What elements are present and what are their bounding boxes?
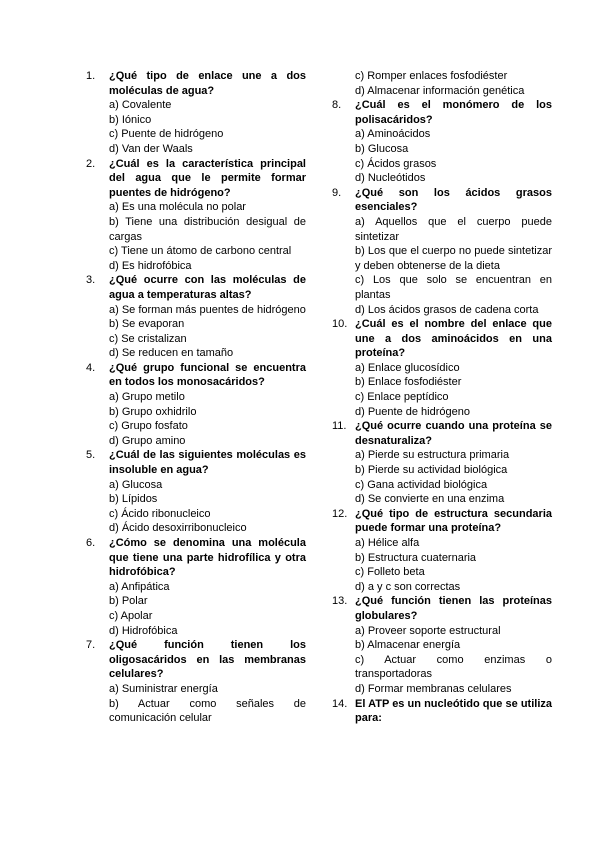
option: b) Polar xyxy=(109,595,148,608)
option: d) Hidrofóbica xyxy=(109,624,178,637)
option: a) Glucosa xyxy=(109,478,163,491)
option: b) Grupo oxhidrilo xyxy=(109,405,197,418)
option: a) Es una molécula no polar xyxy=(109,201,246,214)
option: c) Se cristalizan xyxy=(109,332,187,345)
option: c) Folleto beta xyxy=(355,566,425,579)
option: d) Nucleótidos xyxy=(355,172,426,185)
option: c) Grupo fosfato xyxy=(109,420,188,433)
continued-options xyxy=(332,69,552,98)
option: d) Se reducen en tamaño xyxy=(109,347,234,360)
right-column xyxy=(332,69,552,726)
option: c) Los que solo se encuentran en plantas xyxy=(355,274,552,301)
option: d) Ácido desoxirribonucleico xyxy=(109,522,247,535)
question-number: 1. xyxy=(86,70,96,82)
question-9 xyxy=(332,186,552,317)
option: a) Aquellos que el cuerpo puede sintetizar xyxy=(355,215,552,243)
option: b) Lípidos xyxy=(109,493,158,506)
option: a) Covalente xyxy=(109,99,172,112)
question-6 xyxy=(86,536,306,638)
question-number: 7. xyxy=(86,639,96,652)
question-text: ¿Cuál es el nombre del enlace que une a dos aminoácidos en una proteína? xyxy=(355,318,552,360)
option: b) Los que el cuerpo no puede sintetizar y deben obtenerse de la dieta xyxy=(355,245,552,272)
option: a) Grupo metilo xyxy=(109,391,185,404)
option: d) Van der Waals xyxy=(109,142,193,155)
option: d) Formar membranas celulares xyxy=(355,682,512,695)
option: a) Aminoácidos xyxy=(355,128,431,141)
question-4 xyxy=(86,361,306,449)
option: c) Apolar xyxy=(109,609,153,622)
option: a) Suministrar energía xyxy=(109,682,218,695)
question-2 xyxy=(86,157,306,274)
question-3 xyxy=(86,273,306,361)
option: a) Anfipática xyxy=(109,580,170,593)
question-number: 8. xyxy=(332,99,342,112)
left-column xyxy=(86,69,306,726)
question-text: El ATP es un nucleótido que se utiliza para: xyxy=(355,697,552,725)
option: c) Puente de hidrógeno xyxy=(109,128,224,141)
question-7 xyxy=(86,638,306,726)
option: b) Iónico xyxy=(109,113,152,126)
question-10 xyxy=(332,317,552,419)
question-5 xyxy=(86,448,306,536)
question-8 xyxy=(332,98,552,186)
question-number: 13. xyxy=(332,595,348,608)
option: c) Romper enlaces fosfodiéster xyxy=(355,70,508,82)
question-11 xyxy=(332,419,552,507)
option: c) Ácidos grasos xyxy=(355,157,437,170)
question-text: ¿Cómo se denomina una molécula que tiene una parte hidrofílica y otra hidrofóbica? xyxy=(109,537,306,579)
question-number: 2. xyxy=(86,157,96,170)
option: b) Glucosa xyxy=(355,142,409,155)
option: d) Grupo amino xyxy=(109,434,186,447)
option: d) a y c son correctas xyxy=(355,580,461,593)
question-1 xyxy=(86,69,306,157)
question-text: ¿Cuál es el monómero de los polisacáridos? xyxy=(355,99,552,126)
question-text: ¿Qué son los ácidos grasos esenciales? xyxy=(355,186,552,214)
question-number: 10. xyxy=(332,318,348,331)
question-text: ¿Cuál de las siguientes moléculas es insoluble en agua? xyxy=(109,449,306,477)
question-number: 12. xyxy=(332,507,348,520)
option: a) Se forman más puentes de hidrógeno xyxy=(109,303,306,316)
option: b) Almacenar energía xyxy=(355,639,461,652)
option: c) Tiene un átomo de carbono central xyxy=(109,245,292,258)
option: c) Gana actividad biológica xyxy=(355,478,488,491)
question-text: ¿Qué grupo funcional se encuentra en todos los monosacáridos? xyxy=(109,361,306,389)
option: a) Hélice alfa xyxy=(355,537,420,549)
question-number: 4. xyxy=(86,361,96,374)
option: c) Actuar como enzimas o transportadoras xyxy=(355,653,552,681)
question-text: ¿Qué ocurre con las moléculas de agua a temperaturas altas? xyxy=(109,274,306,301)
option: d) Los ácidos grasos de cadena corta xyxy=(355,303,539,316)
question-text: ¿Qué función tienen los oligosacáridos en las membranas celulares? xyxy=(109,639,306,681)
question-14 xyxy=(332,697,552,726)
question-12 xyxy=(332,507,552,595)
option: d) Puente de hidrógeno xyxy=(355,405,470,418)
option: a) Enlace glucosídico xyxy=(355,361,460,374)
option: d) Es hidrofóbica xyxy=(109,259,192,272)
option: b) Estructura cuaternaria xyxy=(355,551,477,564)
option: b) Se evaporan xyxy=(109,318,185,331)
question-number: 9. xyxy=(332,186,342,199)
option: a) Proveer soporte estructural xyxy=(355,624,501,637)
option: d) Almacenar información genética xyxy=(355,84,525,97)
option: c) Ácido ribonucleico xyxy=(109,507,211,520)
option: b) Pierde su actividad biológica xyxy=(355,464,508,477)
option: d) Se convierte en una enzima xyxy=(355,493,505,506)
question-text: ¿Qué tipo de estructura secundaria puede formar una proteína? xyxy=(355,507,552,535)
option: c) Enlace peptídico xyxy=(355,391,449,404)
question-text: ¿Qué función tienen las proteínas globulares? xyxy=(355,595,552,622)
question-text: ¿Cuál es la característica principal del agua que le permite formar puentes de hidrógeno? xyxy=(109,157,306,199)
question-number: 5. xyxy=(86,449,96,462)
option: a) Pierde su estructura primaria xyxy=(355,449,510,462)
question-text: ¿Qué tipo de enlace une a dos moléculas de agua? xyxy=(109,70,306,97)
question-number: 3. xyxy=(86,274,96,287)
option: b) Enlace fosfodiéster xyxy=(355,376,462,389)
question-number: 11. xyxy=(332,420,347,433)
question-number: 6. xyxy=(86,537,96,549)
question-text: ¿Qué ocurre cuando una proteína se desnaturaliza? xyxy=(355,420,552,447)
question-13 xyxy=(332,594,552,696)
question-number: 14. xyxy=(332,697,348,710)
option: b) Actuar como señales de comunicación celular xyxy=(109,697,306,725)
option: b) Tiene una distribución desigual de cargas xyxy=(109,215,306,243)
